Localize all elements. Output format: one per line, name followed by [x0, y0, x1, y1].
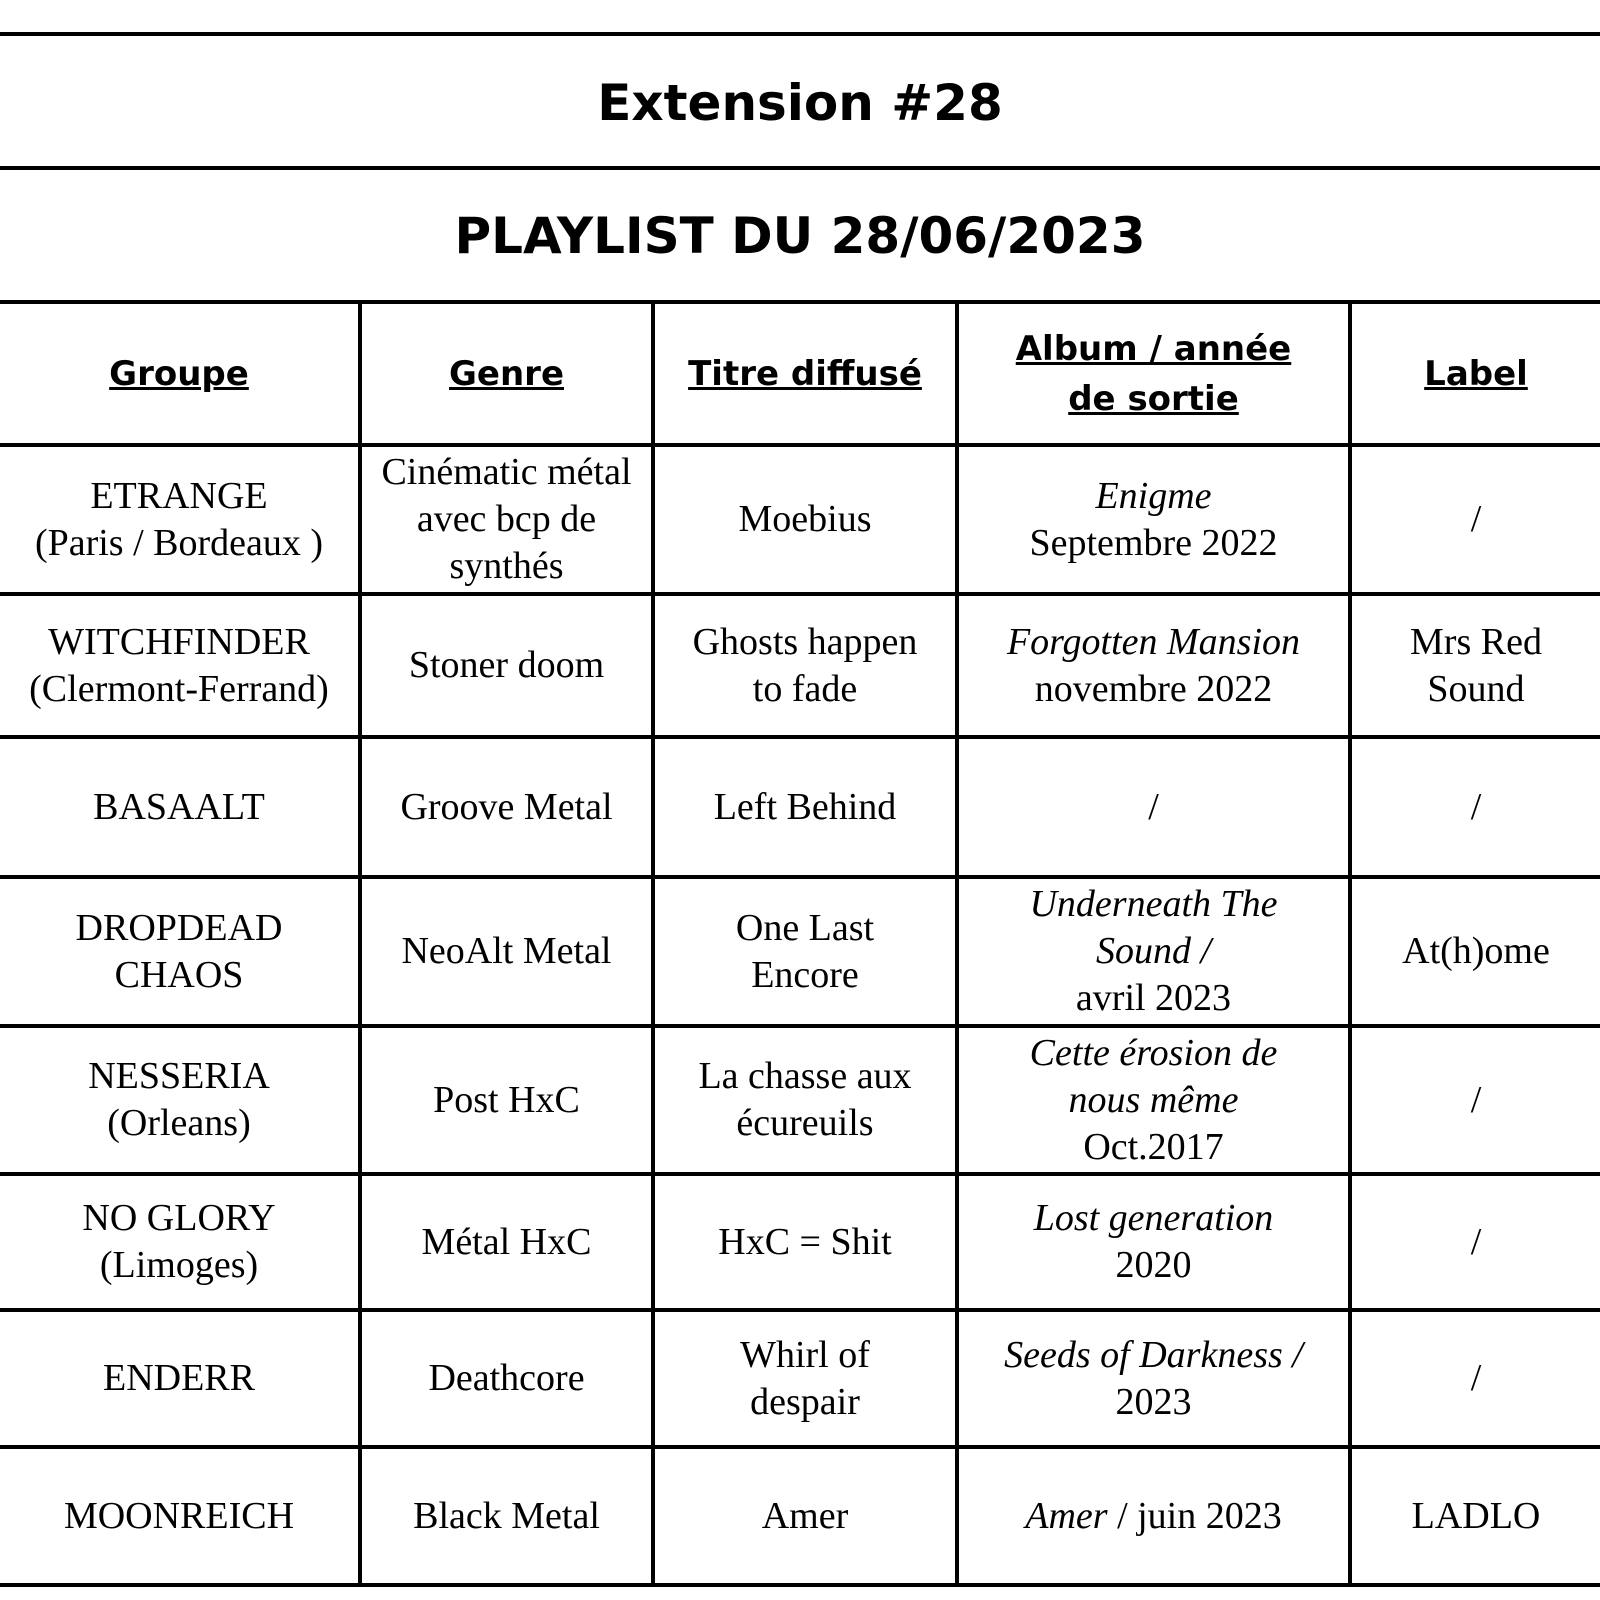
cell-album	[959, 1312, 1348, 1445]
cell-genre: Deathcore	[428, 1357, 585, 1399]
album-title: Underneath The Sound /	[1029, 883, 1278, 972]
album-date: novembre 2022	[1034, 667, 1273, 710]
cell-label: /	[1470, 498, 1482, 540]
cell-label: /	[1470, 785, 1482, 828]
cell-groupe: DROPDEAD CHAOS	[75, 906, 283, 996]
cell-genre: Stoner doom	[408, 644, 605, 686]
rule-below-show-title	[0, 166, 1600, 170]
header-label: Label	[1424, 353, 1528, 394]
cell-genre: NeoAlt Metal	[401, 930, 612, 972]
cell-label: LADLO	[1411, 1494, 1541, 1537]
album-title: Cette érosion de nous même	[1029, 1031, 1278, 1121]
album-date: /	[1148, 785, 1159, 828]
cell-label: /	[1470, 1357, 1482, 1399]
cell-titre: Moebius	[738, 498, 872, 540]
album-title: Forgotten Mansion	[1006, 620, 1301, 663]
album-date: Oct.2017	[1083, 1125, 1224, 1168]
album-title: Seeds of Darkness /	[1004, 1333, 1303, 1376]
header-groupe: Groupe	[109, 353, 249, 394]
cell-album	[959, 1449, 1348, 1583]
cell-groupe: ETRANGE (Paris / Bordeaux )	[34, 474, 324, 564]
album-date: / juin 2023	[1107, 1494, 1282, 1537]
cell-titre: La chasse aux écureuils	[698, 1055, 912, 1144]
cell-genre: Métal HxC	[421, 1220, 592, 1263]
cell-titre: Whirl of despair	[740, 1333, 870, 1423]
cell-album	[959, 739, 1348, 875]
header-titre-diffuse: Titre diffusé	[688, 353, 922, 394]
cell-label: Mrs Red Sound	[1410, 620, 1542, 710]
cell-titre: Amer	[761, 1494, 849, 1537]
cell-titre: One Last Encore	[735, 906, 875, 996]
cell-groupe: BASAALT	[93, 785, 265, 828]
cell-album	[959, 1028, 1348, 1172]
album-date: 2020	[1115, 1244, 1192, 1286]
album-title: Lost generation	[1033, 1197, 1274, 1239]
cell-genre: Black Metal	[413, 1494, 600, 1537]
cell-genre: Cinématic métal avec bcp de synthés	[381, 451, 632, 587]
cell-label: At(h)ome	[1402, 930, 1550, 972]
cell-genre: Post HxC	[433, 1078, 580, 1121]
cell-titre: Ghosts happen to fade	[692, 620, 918, 710]
album-title: Amer	[1025, 1494, 1108, 1537]
cell-label: /	[1470, 1220, 1482, 1263]
show-title: Extension #28	[597, 74, 1003, 132]
cell-titre: HxC = Shit	[718, 1220, 892, 1263]
cell-titre: Left Behind	[713, 785, 897, 828]
cell-album	[959, 596, 1348, 735]
album-date: Septembre 2022	[1029, 521, 1278, 564]
header-album-annee: Album / année de sortie	[1015, 328, 1292, 419]
cell-groupe: NESSERIA (Orleans)	[88, 1055, 270, 1144]
header-genre: Genre	[449, 353, 564, 394]
cell-groupe: WITCHFINDER (Clermont-Ferrand)	[29, 620, 329, 710]
rule-top	[0, 32, 1600, 36]
album-date: avril 2023	[1075, 977, 1232, 1019]
cell-album	[959, 1176, 1348, 1308]
cell-groupe: MOONREICH	[63, 1494, 295, 1537]
album-date: 2023	[1115, 1380, 1192, 1423]
cell-label: /	[1470, 1078, 1482, 1121]
cell-album	[959, 879, 1348, 1024]
table-border-bottom	[0, 1583, 1600, 1587]
album-title: Enigme	[1095, 474, 1212, 517]
cell-genre: Groove Metal	[400, 785, 613, 828]
cell-groupe: NO GLORY (Limoges)	[82, 1197, 276, 1286]
playlist-title: PLAYLIST DU 28/06/2023	[454, 207, 1146, 265]
cell-album	[959, 447, 1348, 592]
cell-groupe: ENDERR	[103, 1357, 255, 1399]
